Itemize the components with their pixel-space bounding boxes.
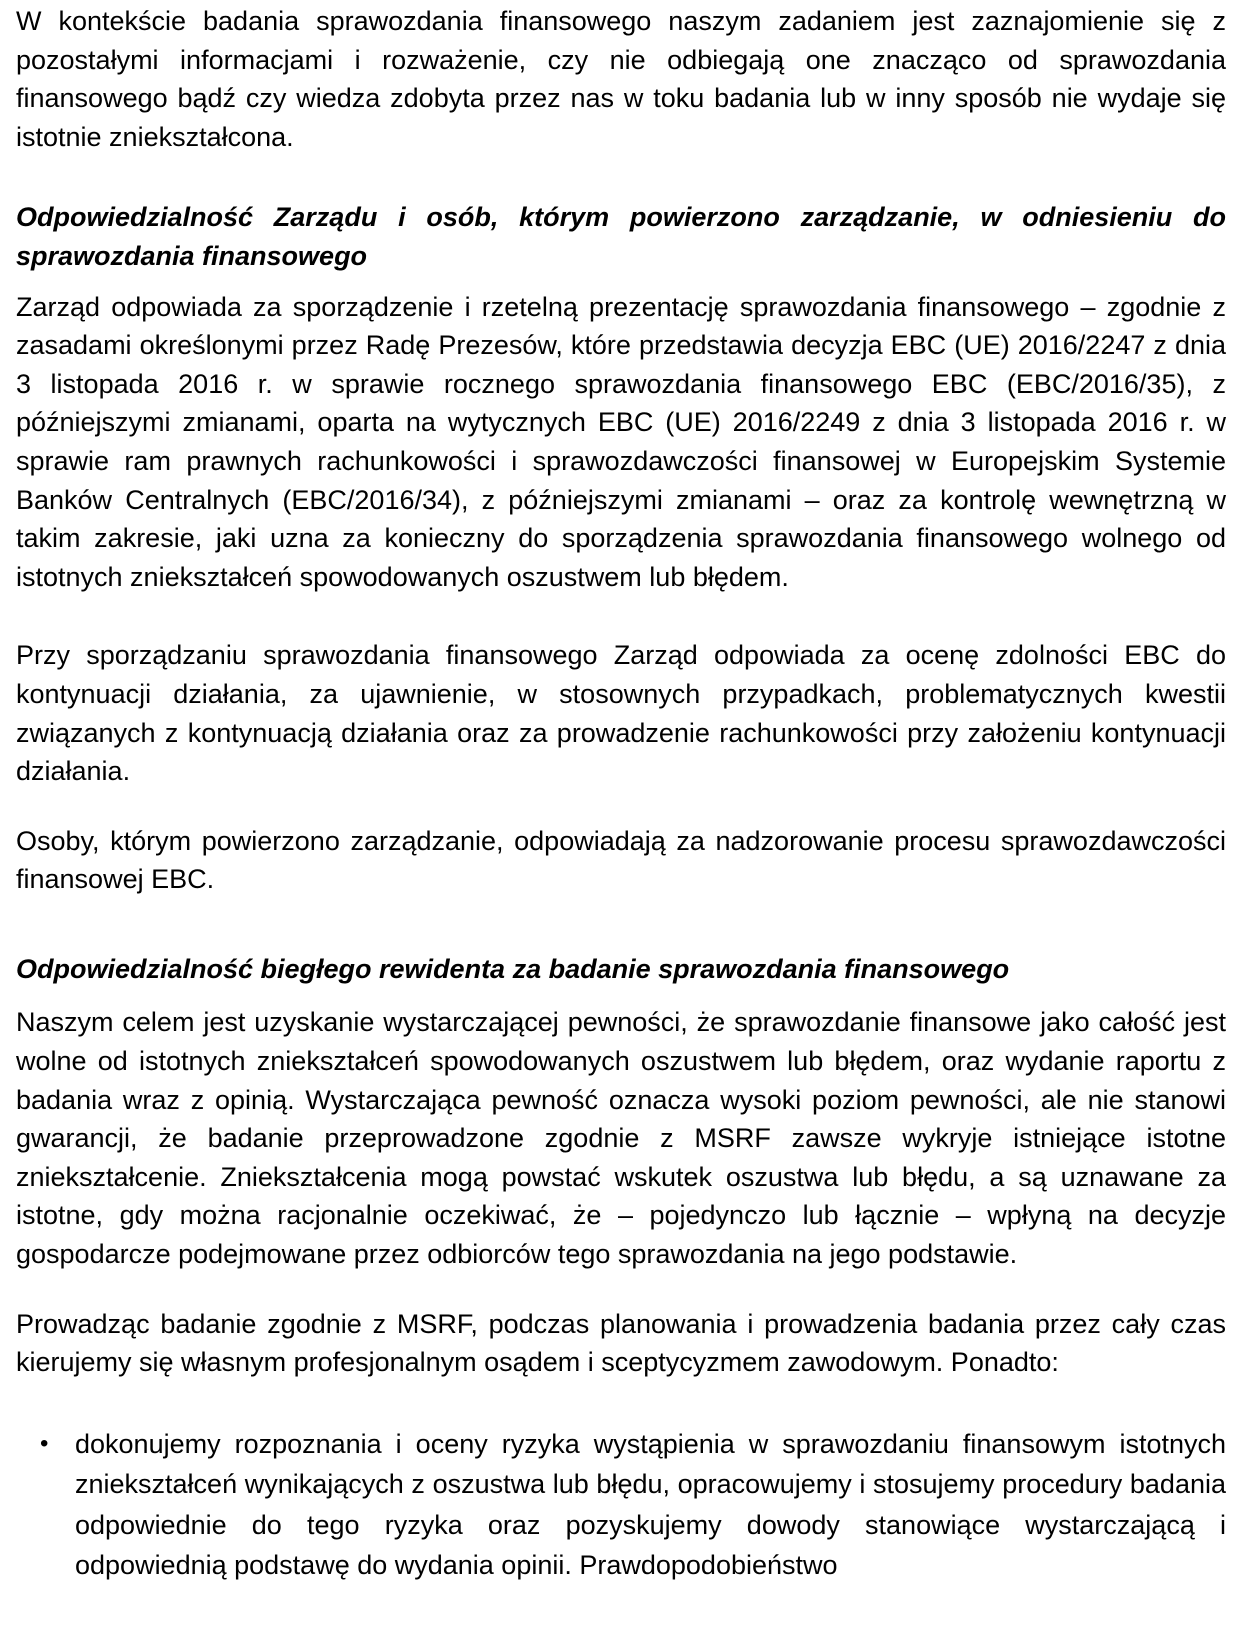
- paragraph-audit-objective: Naszym celem jest uzyskanie wystarczającej pewności, że sprawozdanie finansowe jako całość jest wolne od istotnych zniekształceń spowodowanych oszustwem lub błędem, oraz wydanie raportu z badania wraz z opinią. Wystarczająca pewność oznacza wysoki poziom pewności, ale nie stanowi gwarancji, że badanie przeprowadzone zgodnie z MSRF zawsze wykryje istniejące istotne zniekształcenie. Zniekształcenia mogą powstać wskutek oszustwa lub błędu, a są uznawane za istotne, gdy można racjonalnie oczekiwać, że – pojedynczo lub łącznie – wpłyną na decyzje gospodarcze podejmowane przez odbiorców tego sprawozdania na jego podstawie.: [16, 1007, 1226, 1270]
- paragraph-oversight: Osoby, którym powierzono zarządzanie, odpowiadają za nadzorowanie procesu sprawozdawczości finansowej EBC.: [16, 825, 1226, 895]
- heading-management-responsibility: Odpowiedzialność Zarządu i osób, którym powierzono zarządzanie, w odniesieniu do sprawozdania finansowego: [16, 202, 1226, 271]
- paragraph-other-information: W kontekście badania sprawozdania finansowego naszym zadaniem jest zaznajomienie się z pozostałymi informacjami i rozważenie, czy nie odbiegają one znacząco od sprawozdania finansowego bądź czy wiedza zdobyta przez nas w toku badania lub w inny sposób nie wydaje się istotnie zniekształcona.: [16, 6, 1226, 152]
- bullet-icon: •: [40, 1429, 49, 1457]
- paragraph-going-concern: Przy sporządzaniu sprawozdania finansowego Zarząd odpowiada za ocenę zdolności EBC do kontynuacji działania, za ujawnienie, w stosownych przypadkach, problematycznych kwestii związanych z kontynuacją działania oraz za prowadzenie rachunkowości przy założeniu kontynuacji działania.: [16, 640, 1226, 787]
- bullet-item-risk-assessment: [16, 1424, 1226, 1586]
- heading-auditor-responsibility: Odpowiedzialność biegłego rewidenta za badanie sprawozdania finansowego: [16, 953, 1010, 984]
- bullet-item-text: dokonujemy rozpoznania i oceny ryzyka wystąpienia w sprawozdaniu finansowym istotnych zniekształceń wynikających z oszustwa lub błędu, opracowujemy i stosujemy procedury badania odpowiednie do tego ryzyka oraz pozyskujemy dowody stanowiące wystarczającą i odpowiednią podstawę do wydania opinii. Prawdopodobieństwo: [75, 1428, 1226, 1581]
- paragraph-board-responsibility: Zarząd odpowiada za sporządzenie i rzetelną prezentację sprawozdania finansowego – zgodnie z zasadami określonymi przez Radę Prezesów, które przedstawia decyzja EBC (UE) 2016/2247 z dnia 3 listopada 2016 r. w sprawie rocznego sprawozdania finansowego EBC (EBC/2016/35), z późniejszymi zmianami, oparta na wytycznych EBC (UE) 2016/2249 z dnia 3 listopada 2016 r. w sprawie ram prawnych rachunkowości i sprawozdawczości finansowej w Europejskim Systemie Banków Centralnych (EBC/2016/34), z późniejszymi zmianami – oraz za kontrolę wewnętrzną w takim zakresie, jaki uzna za konieczny do sporządzenia sprawozdania finansowego wolnego od istotnych zniekształceń spowodowanych oszustwem lub błędem.: [16, 291, 1226, 592]
- paragraph-professional-judgement: Prowadząc badanie zgodnie z MSRF, podczas planowania i prowadzenia badania przez cały czas kierujemy się własnym profesjonalnym osądem i sceptycyzmem zawodowym. Ponadto:: [16, 1308, 1226, 1378]
